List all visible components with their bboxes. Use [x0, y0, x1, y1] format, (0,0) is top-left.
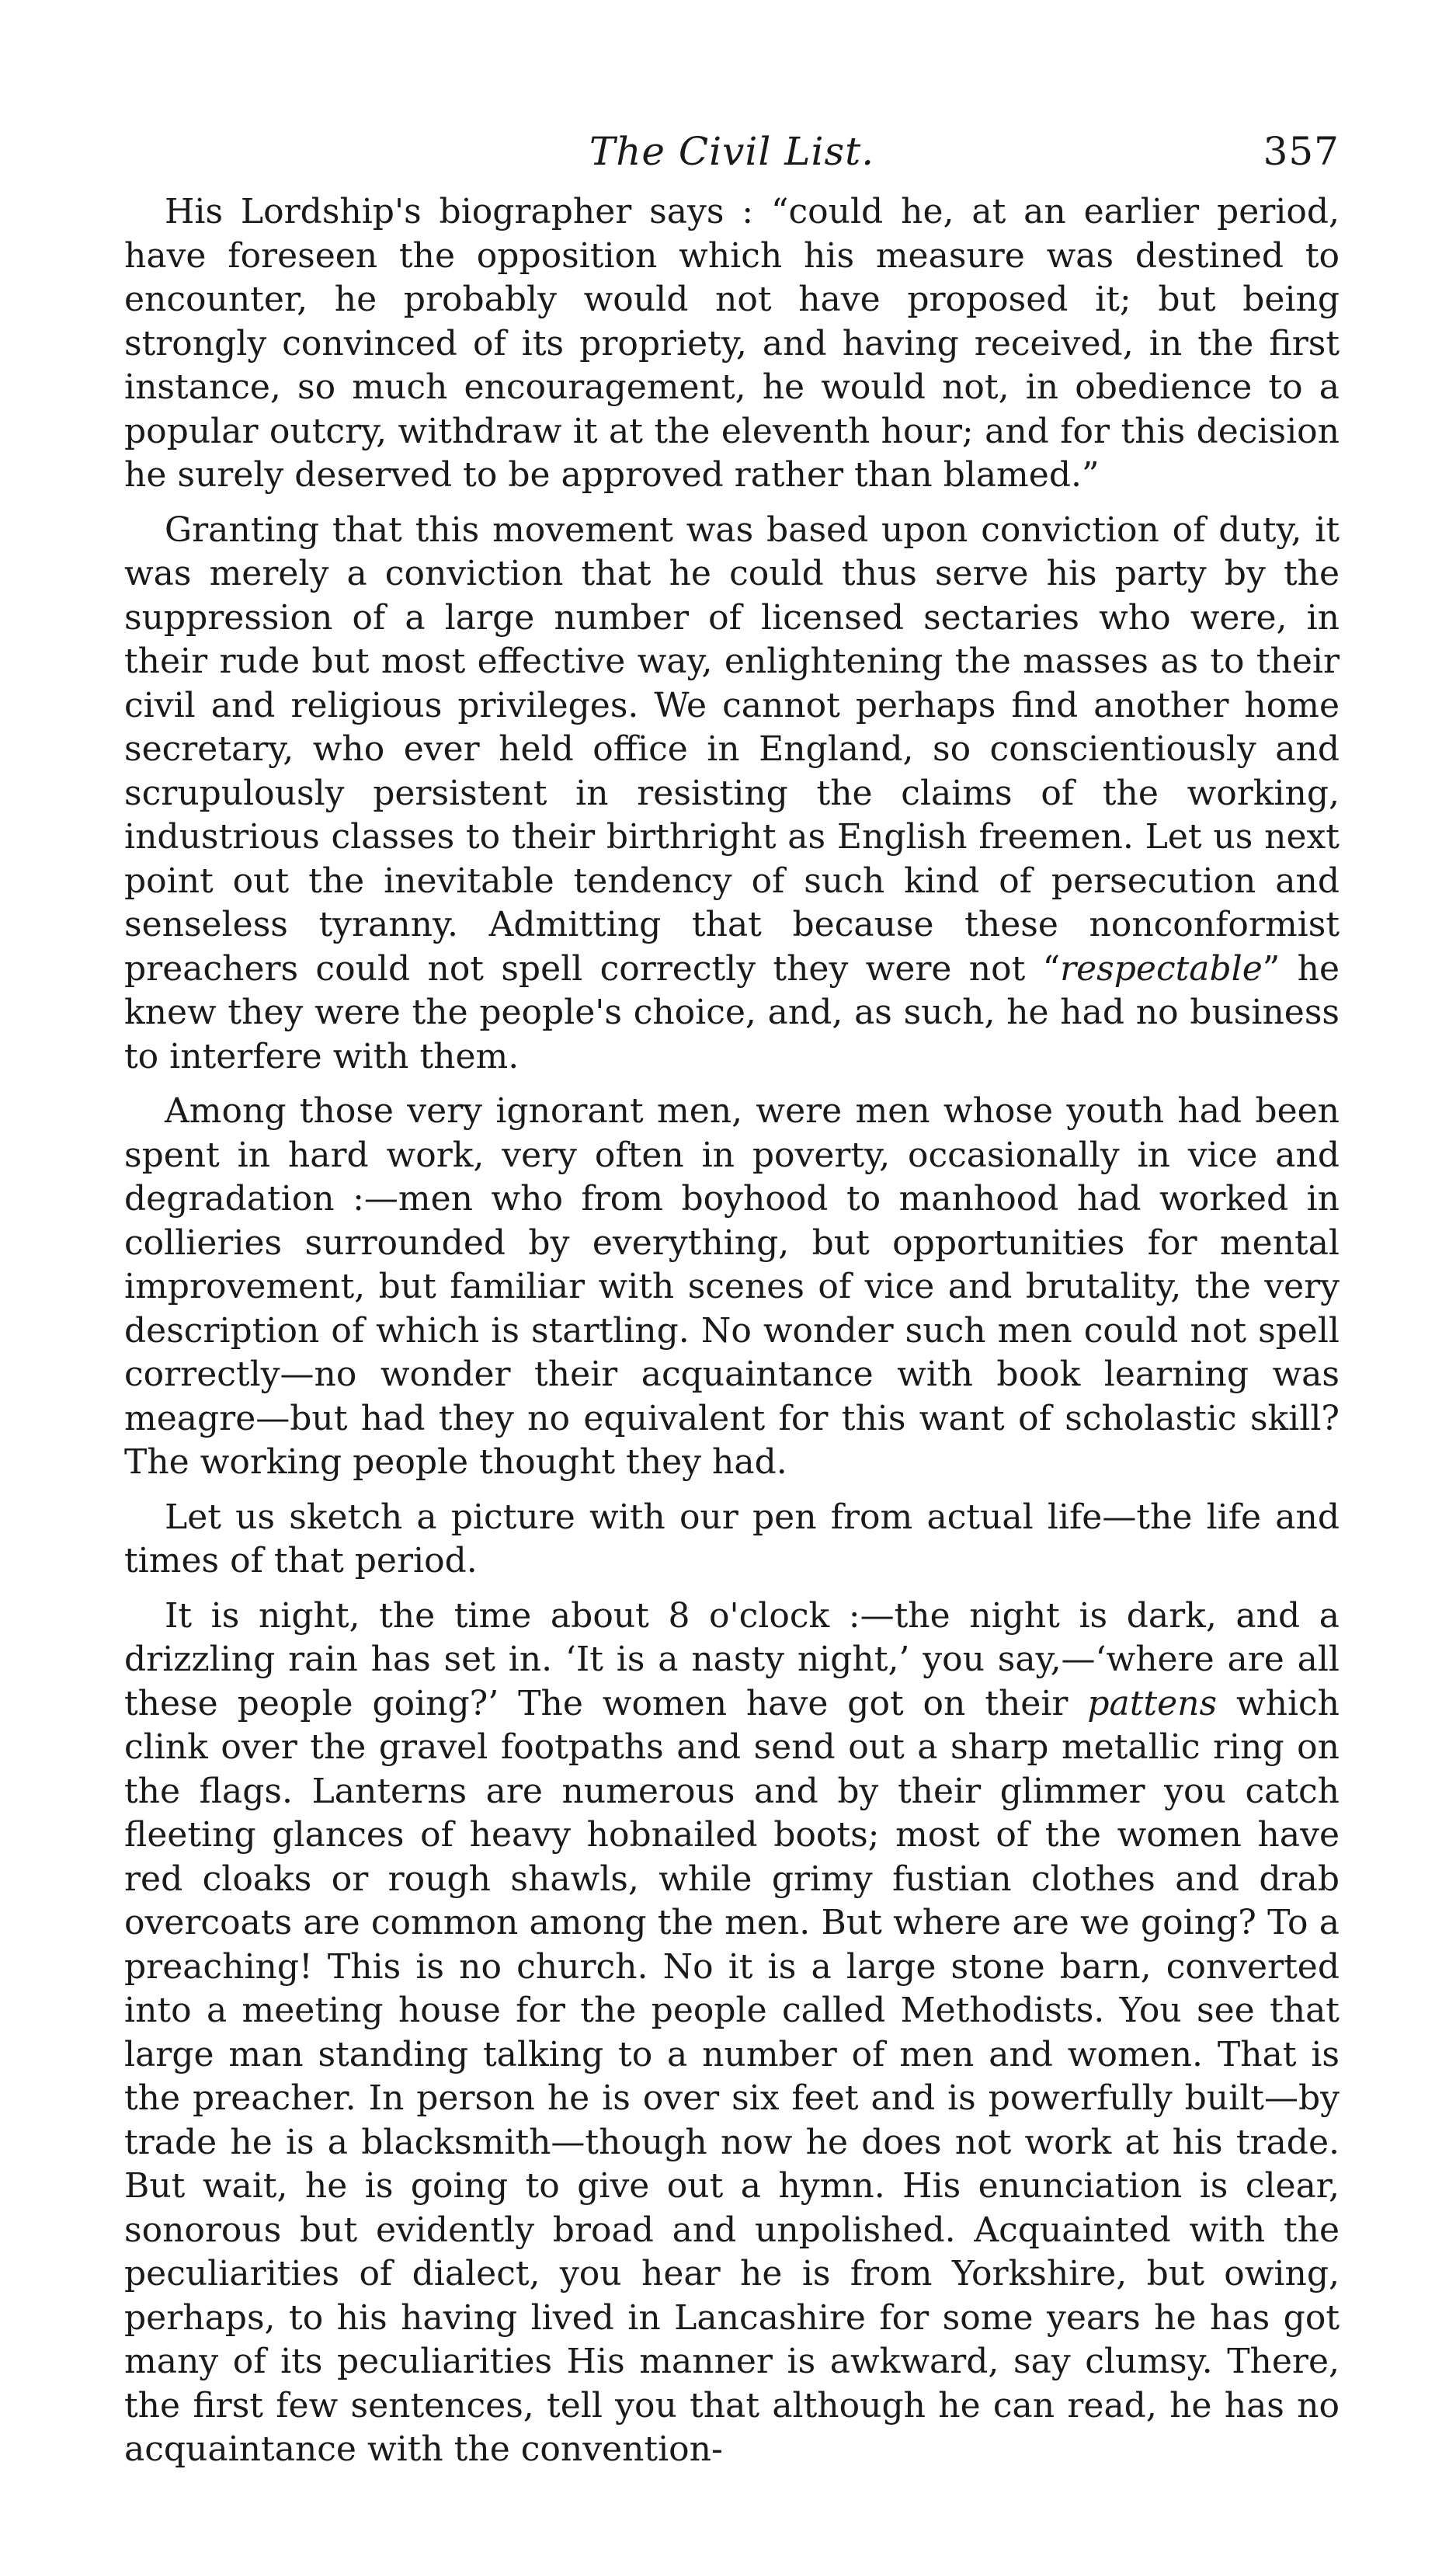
- paragraph-1-text: His Lordship's biographer says : “could he, at an earlier period, have foreseen the opposition which his measure was destined to encounter, he probably would not have proposed it; but being strongly convinced of its propriety, and having received, in the first instance, so much encouragement, he would not, in obedience to a popular outcry, withdraw it at the eleventh hour; and for this decision he surely deserved to be approved rather than blamed.”: [124, 192, 1340, 495]
- running-title: The Civil List.: [589, 129, 875, 174]
- page-header: [124, 124, 1340, 179]
- page-number: 357: [1263, 129, 1340, 174]
- italic-pattens: pattens: [1087, 1683, 1218, 1723]
- paragraph-4-text: Let us sketch a picture with our pen from actual life—the life and times of that period.: [124, 1497, 1340, 1581]
- body-text: [124, 190, 1340, 2483]
- paragraph-3: [124, 1090, 1340, 1485]
- paragraph-1: [124, 190, 1340, 498]
- paragraph-2: [124, 509, 1340, 1080]
- paragraph-2-text-b: ” he knew they were the people's choice, and, as such, he had no business to interfere with them.: [124, 948, 1340, 1076]
- paragraph-5-text-b: which clink over the gravel footpaths and send out a sharp metallic ring on the flags. Lanterns are numerous and by their glimmer you catch fleeting glances of heavy hobnailed boots; most of the women have red cloaks or rough shawls, while grimy fustian clothes and drab overcoats are common among the men. But where are we going? To a preaching! This is no church. No it is a large stone barn, converted into a meeting house for the people called Methodists. You see that large man standing talking to a number of men and women. That is the preacher. In person he is over six feet and is powerfully built—by trade he is a blacksmith—though now he does not work at his trade. But wait, he is going to give out a hymn. His enunciation is clear, sonorous but evidently broad and unpolished. Acquainted with the peculiarities of dialect, you hear he is from Yorkshire, but owing, perhaps, to his having lived in Lancashire for some years he has got many of its peculiarities His manner is awkward, say clumsy. There, the first few sentences, tell you that although he can read, he has no acquaintance with the convention-: [124, 1683, 1340, 2469]
- paragraph-5: [124, 1594, 1340, 2472]
- italic-respectable: respectable: [1060, 948, 1263, 989]
- paragraph-4: [124, 1496, 1340, 1584]
- paragraph-2-text-a: Granting that this movement was based upon conviction of duty, it was merely a conviction that he could thus serve his party by the suppression of a large number of licensed sectaries who were, in their rude but most effective way, enlightening the masses as to their civil and religious privileges. We cannot perhaps find another home secretary, who ever held office in England, so conscientiously and scrupulously persistent in resisting the claims of the working, industrious classes to their birthright as English freemen. Let us next point out the inevitable tendency of such kind of persecution and senseless tyranny. Admitting that because these nonconformist preachers could not spell correctly they were not “: [124, 509, 1340, 989]
- paragraph-3-text: Among those very ignorant men, were men whose youth had been spent in hard work, very often in poverty, occasionally in vice and degradation :—men who from boyhood to manhood had worked in collieries surrounded by everything, but opportunities for mental improvement, but familiar with scenes of vice and brutality, the very description of which is startling. No wonder such men could not spell correctly—no wonder their acquaintance with book learning was meagre—but had they no equivalent for this want of scholastic skill? The working people thought they had.: [124, 1091, 1340, 1482]
- paragraph-5-text-a: It is night, the time about 8 o'clock :—the night is dark, and a drizzling rain has set in. ‘It is a nasty night,’ you say,—‘where are all these people going?’ The women have got on their: [124, 1595, 1340, 1723]
